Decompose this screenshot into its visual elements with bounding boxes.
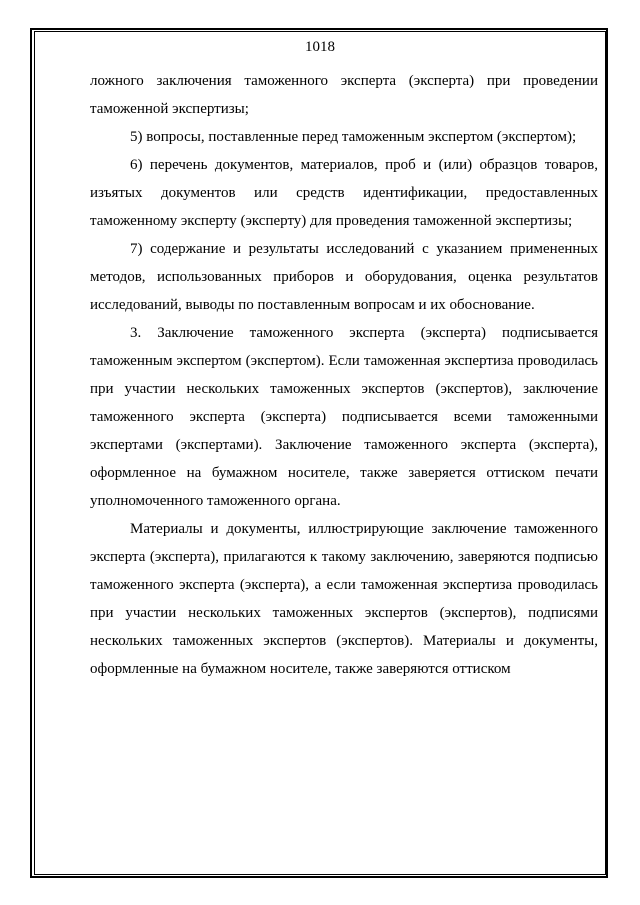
paragraph-materials: Материалы и документы, иллюстрирующие заключение таможенного эксперта (эксперта), прилагаются к такому заключению, заверяются подписью таможенного эксперта (эксперта), а если таможенная экспертиза проводилась при участии нескольких таможенных экспертов (экспертов), подписями нескольких таможенных экспертов (экспертов). Материалы и документы, оформленные на бумажном носителе, также заверяются оттиском bbox=[90, 521, 598, 677]
paragraph-item-6: 6) перечень документов, материалов, проб и (или) образцов товаров, изъятых документов или средств идентификации, предоставленных таможенному эксперту (эксперту) для проведения таможенной экспертизы; bbox=[90, 157, 598, 229]
paragraph-continuation: ложного заключения таможенного эксперта (эксперта) при проведении таможенной экспертизы; bbox=[90, 73, 598, 117]
document-body bbox=[90, 67, 598, 683]
paragraph-item-7: 7) содержание и результаты исследований с указанием примененных методов, использованных приборов и оборудования, оценка результатов исследований, выводы по поставленным вопросам и их обоснование. bbox=[90, 241, 598, 313]
page-number: 1018 bbox=[305, 39, 335, 55]
paragraph-item-5: 5) вопросы, поставленные перед таможенным экспертом (экспертом); bbox=[130, 129, 577, 145]
paragraph-section-3: 3. Заключение таможенного эксперта (эксперта) подписывается таможенным экспертом (экспертом). Если таможенная экспертиза проводилась при участии нескольких таможенных экспертов (экспертов), заключение таможенного эксперта (эксперта) подписывается всеми таможенными экспертами (экспертами). Заключение таможенного эксперта (эксперта), оформленное на бумажном носителе, также заверяется оттиском печати уполномоченного таможенного органа. bbox=[90, 325, 598, 509]
